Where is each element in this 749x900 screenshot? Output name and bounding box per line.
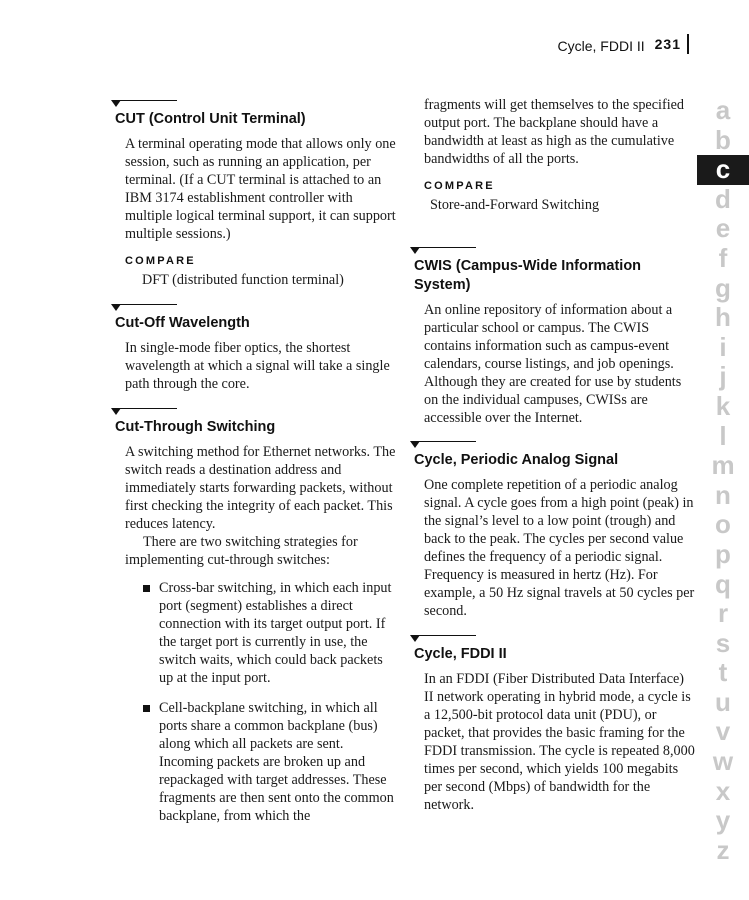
thumb-index-letter-o: o bbox=[715, 509, 731, 540]
entry-continuation bbox=[410, 96, 695, 214]
entry-definition: A terminal operating mode that allows only one session, such as running an application, per terminal. (If a CUT terminal is attached to an IBM 3174 establishment controller with multiple logical terminal support, it can support multiple sessions.) bbox=[125, 136, 396, 242]
entry-cut-off-wavelength bbox=[111, 304, 396, 393]
list-item: Cell-backplane switching, in which all ports share a common backplane (bus) along which all packets are sent. Incoming packets are broken up and repackaged with target addresses. These fragments are then sent onto the common backplane, from which the bbox=[125, 699, 396, 825]
entry-marker bbox=[410, 441, 695, 447]
entry-marker bbox=[111, 304, 396, 310]
page-header bbox=[558, 34, 689, 54]
entry-term: Cut-Off Wavelength bbox=[115, 315, 250, 331]
thumb-index-letter-e: e bbox=[715, 213, 731, 244]
page-number: 231 bbox=[655, 34, 689, 54]
thumb-index-letter-a: a bbox=[715, 95, 731, 125]
entry-cwis bbox=[410, 247, 695, 427]
entry-definition: A switching method for Ethernet networks. The switch reads a destination address and immediately starts forwarding packets, without first checking the integrity of each packet. This reduces latency. There are two switching strategies for implementing cut-through switches: Cross-bar switching, in which each input port (segment) establishes a direct connection with its target output port. If the target port is currently in use, the switch waits, which could back packets up at the input port. Cell-backplane switching, in which all ports share a common backplane (bus) along which all packets are sent. Incoming packets are broken up and repackaged with target addresses. These fragments are then sent onto the common backplane, from which the bbox=[125, 444, 396, 824]
compare-term: Store-and-Forward Switching bbox=[430, 197, 600, 213]
thumb-index-letter-s: s bbox=[715, 627, 731, 658]
alphabet-thumb-index bbox=[697, 96, 749, 865]
thumb-index-letter-u: u bbox=[715, 686, 731, 717]
compare-term: DFT (distributed function terminal) bbox=[142, 272, 344, 288]
entry-term: Cut-Through Switching bbox=[115, 419, 276, 435]
entry-term: Cycle, FDDI II bbox=[414, 646, 507, 662]
entry-definition: One complete repetition of a periodic analog signal. A cycle goes from a high point (peak) in the signal’s level to a low point (trough) and back to the peak. The cycles per second value defines the frequency of a periodic signal. Frequency is measured in hertz (Hz). For example, a 50 Hz signal travels at 50 cycles per second. bbox=[424, 477, 695, 619]
thumb-index-letter-z: z bbox=[716, 834, 730, 865]
entry-marker bbox=[410, 635, 695, 641]
thumb-index-letter-w: w bbox=[712, 746, 734, 777]
entry-term: CWIS (Campus-Wide Information System) bbox=[414, 258, 642, 293]
compare-label: COMPARE bbox=[125, 255, 196, 267]
thumb-index-letter-x: x bbox=[715, 775, 731, 806]
entry-marker bbox=[410, 247, 695, 253]
thumb-index-letter-k: k bbox=[715, 390, 731, 421]
entry-term: Cycle, Periodic Analog Signal bbox=[414, 452, 619, 468]
entry-cycle-periodic-analog-signal bbox=[410, 441, 695, 620]
thumb-index-letter-v: v bbox=[715, 716, 731, 747]
thumb-index-letter-f: f bbox=[718, 242, 728, 273]
running-head: Cycle, FDDI II bbox=[557, 38, 645, 54]
thumb-index-letter-d: d bbox=[715, 183, 731, 214]
entry-cut bbox=[111, 100, 396, 289]
entry-definition: In single-mode fiber optics, the shortest wavelength at which a signal will take a single path through the core. bbox=[125, 340, 390, 392]
thumb-index-letter-y: y bbox=[715, 805, 731, 836]
thumb-index-letter-c: c bbox=[697, 155, 749, 185]
entry-cut-through-switching bbox=[111, 408, 396, 837]
thumb-index-letter-r: r bbox=[717, 598, 729, 629]
compare-label: COMPARE bbox=[424, 180, 495, 192]
entry-term: CUT (Control Unit Terminal) bbox=[115, 111, 306, 127]
thumb-index-letter-m: m bbox=[711, 450, 735, 481]
thumb-index-letter-i: i bbox=[719, 331, 727, 362]
thumb-index-letter-p: p bbox=[715, 538, 731, 569]
bullet-list bbox=[125, 579, 396, 825]
thumb-index-letter-b: b bbox=[715, 124, 731, 155]
entry-marker bbox=[111, 408, 396, 414]
thumb-index-letter-g: g bbox=[715, 272, 731, 303]
thumb-index-letter-j: j bbox=[719, 361, 727, 392]
thumb-index-letter-l: l bbox=[719, 420, 727, 451]
thumb-index-letter-h: h bbox=[715, 302, 731, 333]
entry-marker bbox=[111, 100, 396, 106]
entry-definition: An online repository of information about a particular school or campus. The CWIS contains information such as campus-event calendars, course listings, and job openings. Although they are created for use by students on the individual campuses, CWISs are accessible over the Internet. bbox=[424, 302, 682, 426]
entry-cycle-fddi-ii bbox=[410, 635, 695, 814]
thumb-index-letter-n: n bbox=[715, 479, 731, 510]
entry-definition: In an FDDI (Fiber Distributed Data Interface) II network operating in hybrid mode, a cycle is a 12,500-bit protocol data unit (PDU), or packet, that provides the basic framing for the FDDI transmission. The cycle is repeated 8,000 times per second, which yields 100 megabits per second (Mbps) of bandwidth for the network. bbox=[424, 671, 695, 813]
thumb-index-letter-t: t bbox=[718, 657, 728, 688]
list-item: Cross-bar switching, in which each input port (segment) establishes a direct connection with its target output port. If the target port is currently in use, the switch waits, which could back packets up at the input port. bbox=[125, 579, 396, 687]
thumb-index-letter-q: q bbox=[715, 568, 731, 599]
continued-text: fragments will get themselves to the specified output port. The backplane should have a bandwidth at least as high as the cumulative bandwidths of all the ports. bbox=[424, 97, 685, 167]
